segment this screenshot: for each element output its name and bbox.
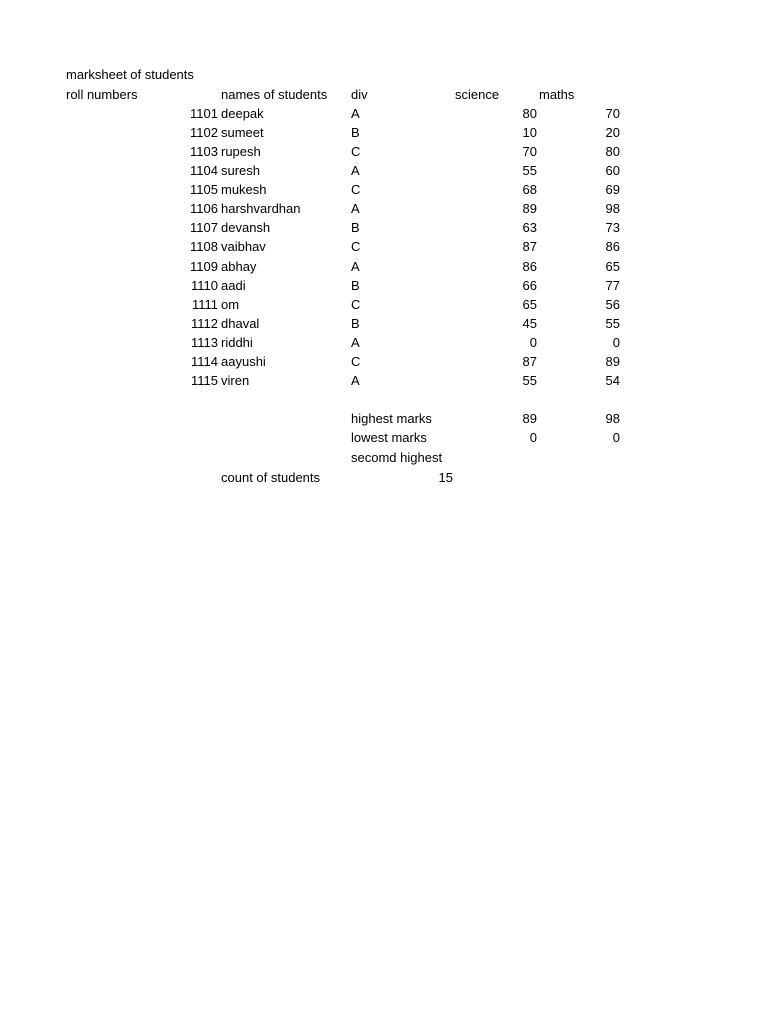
division: C	[351, 182, 361, 197]
student-row	[0, 142, 768, 161]
student-name: mukesh	[221, 182, 267, 197]
science-marks: 89	[522, 201, 537, 216]
science-marks: 55	[522, 373, 537, 388]
maths-marks: 56	[605, 297, 620, 312]
student-row	[0, 333, 768, 352]
sheet-title: marksheet of students	[66, 67, 194, 82]
maths-marks: 55	[605, 316, 620, 331]
science-marks: 80	[522, 106, 537, 121]
science-marks: 65	[522, 297, 537, 312]
student-row	[0, 237, 768, 256]
science-marks: 70	[522, 144, 537, 159]
maths-marks: 73	[605, 220, 620, 235]
student-name: harshvardhan	[221, 201, 301, 216]
maths-marks: 89	[605, 354, 620, 369]
maths-marks: 20	[605, 125, 620, 140]
summary-maths: 98	[605, 411, 620, 426]
science-marks: 10	[522, 125, 537, 140]
summary-maths: 0	[612, 430, 620, 445]
division: A	[351, 373, 360, 388]
roll-number: 1113	[191, 335, 218, 350]
student-name: om	[221, 297, 240, 312]
division: B	[351, 125, 360, 140]
roll-number: 1109	[190, 259, 218, 274]
maths-marks: 65	[605, 259, 620, 274]
summary-label: lowest marks	[351, 430, 427, 445]
summary-maths	[553, 448, 620, 467]
student-name: vaibhav	[221, 239, 266, 254]
division: A	[351, 106, 360, 121]
division: C	[351, 144, 361, 159]
division: A	[351, 201, 360, 216]
roll-number: 1103	[190, 144, 218, 159]
division: C	[351, 354, 361, 369]
header-maths: maths	[539, 87, 575, 102]
header-science: science	[455, 87, 500, 102]
maths-marks: 69	[605, 182, 620, 197]
division: B	[351, 220, 360, 235]
summary-row-highest	[0, 409, 768, 428]
student-row	[0, 218, 768, 237]
summary-science: 89	[522, 411, 537, 426]
student-row	[0, 295, 768, 314]
roll-number: 1104	[190, 163, 218, 178]
division: A	[351, 259, 360, 274]
student-row	[0, 104, 768, 123]
maths-marks: 98	[605, 201, 620, 216]
student-row	[0, 123, 768, 142]
student-name: suresh	[221, 163, 261, 178]
header-roll-numbers: roll numbers	[66, 87, 138, 102]
science-marks: 0	[529, 335, 537, 350]
maths-marks: 77	[605, 278, 620, 293]
roll-number: 1106	[190, 201, 218, 216]
student-name: aadi	[221, 278, 246, 293]
science-marks: 87	[522, 239, 537, 254]
summary-label: highest marks	[351, 411, 432, 426]
science-marks: 86	[522, 259, 537, 274]
science-marks: 87	[522, 354, 537, 369]
science-marks: 55	[522, 163, 537, 178]
student-row	[0, 314, 768, 333]
student-name: sumeet	[221, 125, 264, 140]
student-row	[0, 352, 768, 371]
maths-marks: 54	[605, 373, 620, 388]
header-student-names: names of students	[221, 87, 328, 102]
roll-number: 1102	[190, 125, 218, 140]
summary-row-second-highest	[0, 448, 768, 467]
student-name: abhay	[221, 259, 257, 274]
maths-marks: 0	[612, 335, 620, 350]
roll-number: 1111	[191, 297, 218, 312]
student-row	[0, 371, 768, 390]
roll-number: 1112	[191, 316, 218, 331]
student-name: rupesh	[221, 144, 261, 159]
roll-number: 1108	[190, 239, 218, 254]
summary-science	[470, 448, 537, 467]
roll-number: 1115	[191, 373, 218, 388]
division: B	[351, 316, 360, 331]
roll-number: 1101	[190, 106, 218, 121]
roll-number: 1105	[190, 182, 218, 197]
science-marks: 66	[522, 278, 537, 293]
maths-marks: 60	[605, 163, 620, 178]
science-marks: 45	[522, 316, 537, 331]
student-row	[0, 199, 768, 218]
maths-marks: 80	[605, 144, 620, 159]
maths-marks: 70	[605, 106, 620, 121]
division: A	[351, 163, 360, 178]
student-name: deepak	[221, 106, 264, 121]
division: C	[351, 239, 361, 254]
count-label: count of students	[221, 470, 321, 485]
roll-number: 1114	[191, 354, 218, 369]
division: A	[351, 335, 360, 350]
student-name: aayushi	[221, 354, 266, 369]
summary-label: secomd highest	[351, 450, 443, 465]
student-name: devansh	[221, 220, 271, 235]
division: B	[351, 278, 360, 293]
roll-number: 1110	[191, 278, 218, 293]
summary-row-lowest	[0, 428, 768, 447]
student-row	[0, 161, 768, 180]
student-row	[0, 257, 768, 276]
maths-marks: 86	[605, 239, 620, 254]
student-name: riddhi	[221, 335, 253, 350]
count-value: 15	[438, 470, 453, 485]
student-name: viren	[221, 373, 250, 388]
student-row	[0, 180, 768, 199]
summary-science: 0	[529, 430, 537, 445]
science-marks: 63	[522, 220, 537, 235]
header-div: div	[351, 87, 368, 102]
roll-number: 1107	[190, 220, 218, 235]
student-name: dhaval	[221, 316, 260, 331]
science-marks: 68	[522, 182, 537, 197]
student-row	[0, 276, 768, 295]
division: C	[351, 297, 361, 312]
